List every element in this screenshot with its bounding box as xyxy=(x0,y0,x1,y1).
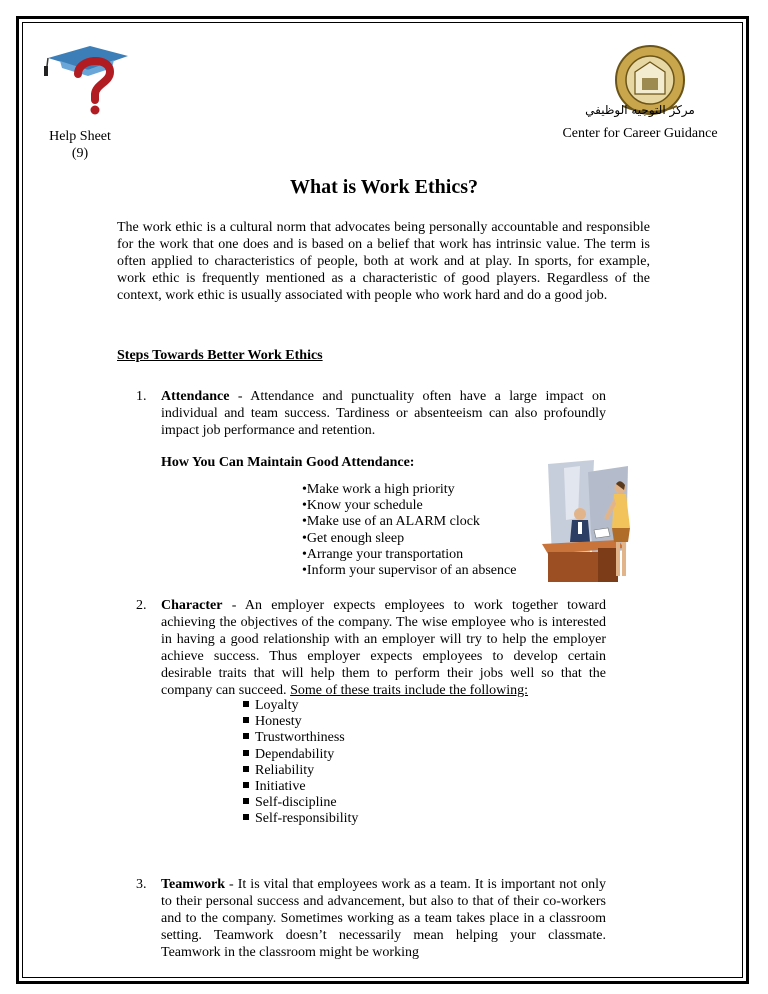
step-teamwork xyxy=(136,876,606,961)
list-item: Initiative xyxy=(243,779,358,795)
traits-list xyxy=(243,698,358,828)
steps-heading: Steps Towards Better Work Ethics xyxy=(117,348,323,363)
step-term: Attendance xyxy=(161,389,230,404)
list-item: Self-discipline xyxy=(243,795,358,811)
step-character xyxy=(136,597,606,699)
step-text: - It is vital that employees work as a team. It is important not only to their personal success and advancement, but also to that of their co-workers and to the company. Sometimes working as a team takes place in a classroom setting. Teamwork doesn’t necessarily mean helping your classmate. Teamwork in the classroom might be working xyxy=(161,877,606,960)
list-item: Self-responsibility xyxy=(243,811,358,827)
list-item: •Make work a high priority xyxy=(302,482,455,497)
list-item: •Arrange your transportation xyxy=(302,546,464,562)
step-attendance xyxy=(136,388,606,439)
step-text: - Attendance and punctuality often have a large impact on individual and team success. Tardiness or absenteeism can also profoundly impact job performance and retention. xyxy=(161,389,606,438)
list-item: Dependability xyxy=(243,747,358,763)
intro-paragraph: The work ethic is a cultural norm that advocates being personally accountable and responsible for the work that one does and is based on a belief that work has intrinsic value. The term is often applied to characteristics of people, both at work and at play. In sports, for example, work ethic is frequently mentioned as a characteristic of good players. Regardless of the context, work ethic is usually associated with people who work hard and do a good job. xyxy=(117,220,650,303)
step-number: 2. xyxy=(136,598,147,613)
help-sheet-number: (9) xyxy=(71,146,89,161)
attendance-tips xyxy=(302,482,516,579)
list-item: •Get enough sleep xyxy=(302,530,405,546)
list-item: Honesty xyxy=(243,714,358,730)
center-name: Center for Career Guidance xyxy=(562,126,718,141)
list-item: •Make use of an ALARM clock xyxy=(302,514,480,530)
step-number: 3. xyxy=(136,877,147,892)
step-term: Character xyxy=(161,598,223,613)
list-item: •Know your schedule xyxy=(302,498,423,514)
step-underlined-text: Some of these traits include the following: xyxy=(290,683,529,698)
step-text: - An employer expects employees to work together toward achieving the objectives of the company. The wise employee who is interested in having a good relationship with an employer will try to help the employer achieve success. Thus employer expects employees to develop certain desirable traits that will help them to perform their jobs well so that the company can succeed. xyxy=(161,598,606,698)
list-item: •Inform your supervisor of an absence xyxy=(302,563,517,579)
help-sheet-label xyxy=(30,128,130,162)
office-reception-clipart xyxy=(528,458,646,588)
list-item: Trustworthiness xyxy=(243,730,358,746)
attendance-heading: How You Can Maintain Good Attendance: xyxy=(161,455,415,470)
step-term: Teamwork xyxy=(161,877,226,892)
graduation-cap-question-mark-icon xyxy=(40,44,132,116)
help-sheet-text: Help Sheet xyxy=(49,129,111,144)
document-title: What is Work Ethics? xyxy=(290,176,478,198)
step-number: 1. xyxy=(136,389,147,404)
center-name-arabic: مركز التوجيه الوظيفي xyxy=(585,103,695,117)
list-item: Reliability xyxy=(243,763,358,779)
list-item: Loyalty xyxy=(243,698,358,714)
